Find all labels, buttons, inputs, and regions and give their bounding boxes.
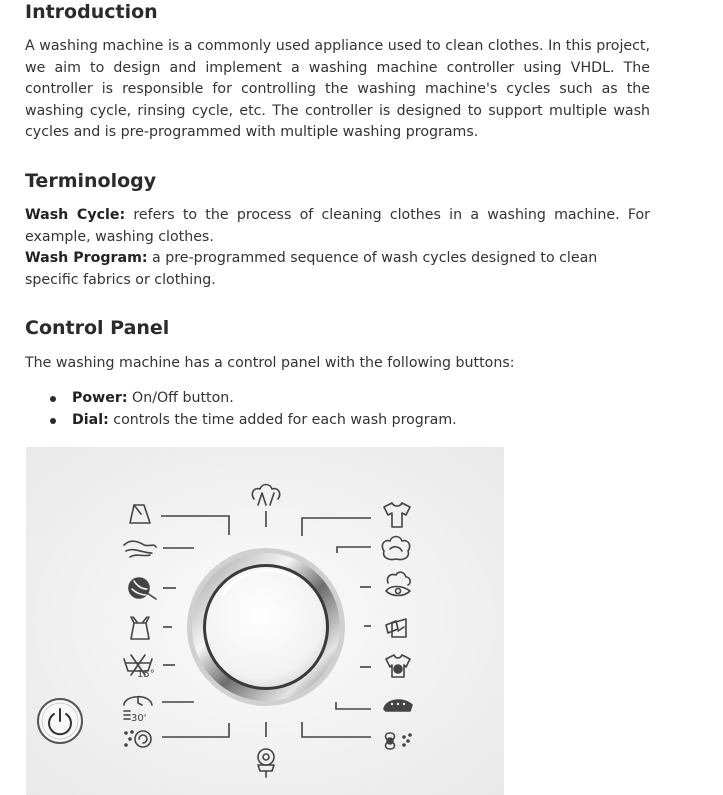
button-definition: On/Off button.	[127, 390, 234, 406]
button-term: Dial:	[72, 411, 109, 428]
term-label: Wash Cycle:	[25, 207, 126, 223]
control-panel-illustration	[26, 447, 504, 795]
control-panel-photo	[26, 447, 504, 795]
terminology-list	[25, 205, 650, 291]
button-term: Power:	[72, 390, 128, 406]
program-dial[interactable]	[187, 548, 345, 706]
term-wash-cycle	[25, 205, 650, 248]
list-item-dial	[72, 410, 672, 432]
quick-wash-time-label: 30'	[131, 713, 147, 724]
term-label: Wash Program:	[25, 250, 148, 266]
section-heading-introduction: Introduction	[25, 1, 158, 23]
term-definition: refers to the process of cleaning clothes in a washing machine. For example, washing clothes.	[25, 207, 650, 245]
section-heading-terminology: Terminology	[25, 170, 157, 192]
button-definition: controls the time added for each wash program.	[108, 411, 457, 428]
section-heading-control-panel: Control Panel	[25, 317, 170, 339]
intro-paragraph: A washing machine is a commonly used appliance used to clean clothes. In this project, we aim to design and implement a washing machine controller using VHDL. The controller is responsible for controlling the washing machine's cycles such as the washing cycle, rinsing cycle, etc. The controller is designed to support multiple wash cycles and is pre-programmed with multiple washing programs.	[25, 38, 650, 140]
term-definition: a pre-programmed sequence of wash cycles designed to clean specific fabrics or clothing.	[25, 250, 598, 288]
list-item-power	[72, 388, 672, 410]
power-button[interactable]	[38, 699, 82, 743]
control-panel-intro: The washing machine has a control panel with the following buttons:	[25, 355, 515, 371]
cold-wash-temp-label: 15°	[137, 669, 155, 680]
control-panel-button-list	[25, 388, 672, 431]
term-wash-program	[25, 248, 650, 291]
